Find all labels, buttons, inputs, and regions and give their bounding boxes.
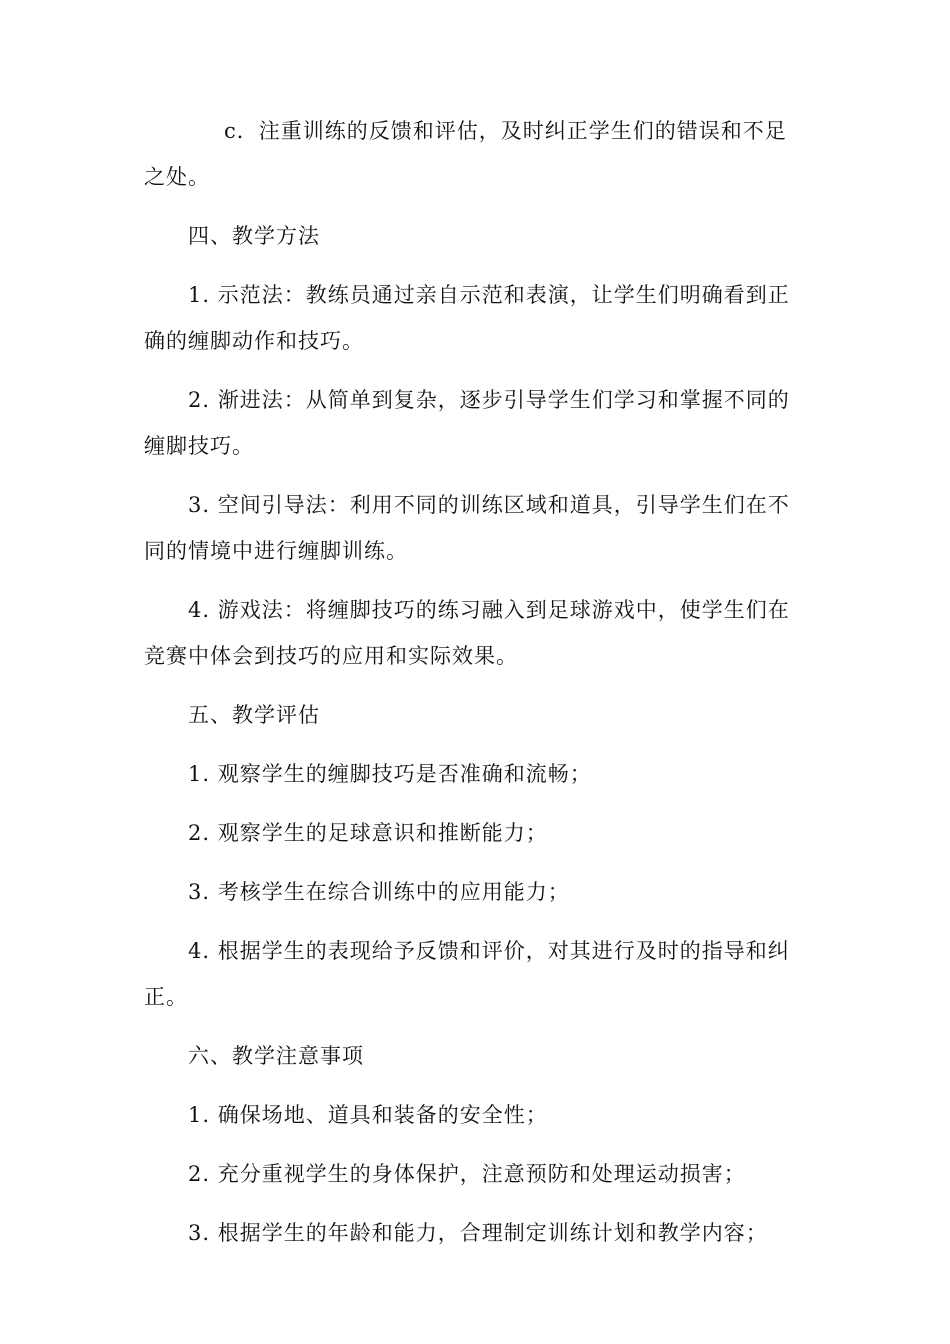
paragraph-feedback: c．注重训练的反馈和评估，及时纠正学生们的错误和不足之处。 — [144, 119, 787, 189]
paragraph-evaluation-1: 1. 观察学生的缠脚技巧是否准确和流畅； — [188, 762, 592, 786]
paragraph-spatial-guidance-method: 3. 空间引导法：利用不同的训练区域和道具，引导学生们在不同的情境中进行缠脚训练。 — [144, 493, 790, 563]
paragraph-precaution-2: 2. 充分重视学生的身体保护，注意预防和处理运动损害； — [188, 1162, 746, 1186]
paragraph-progressive-method: 2. 渐进法：从简单到复杂，逐步引导学生们学习和掌握不同的缠脚技巧。 — [144, 388, 790, 458]
section-heading-teaching-evaluation: 五、教学评估 — [188, 703, 320, 727]
paragraph-evaluation-2: 2. 观察学生的足球意识和推断能力； — [188, 821, 548, 845]
section-heading-teaching-methods: 四、教学方法 — [188, 224, 320, 248]
section-heading-precautions: 六、教学注意事项 — [188, 1044, 364, 1068]
document-body — [144, 108, 804, 1269]
paragraph-precaution-3: 3. 根据学生的年龄和能力，合理制定训练计划和教学内容； — [188, 1221, 768, 1245]
paragraph-evaluation-3: 3. 考核学生在综合训练中的应用能力； — [188, 880, 570, 904]
paragraph-demonstration-method: 1. 示范法：教练员通过亲自示范和表演，让学生们明确看到正确的缠脚动作和技巧。 — [144, 283, 790, 353]
paragraph-precaution-1: 1. 确保场地、道具和装备的安全性； — [188, 1103, 548, 1127]
paragraph-game-method: 4. 游戏法：将缠脚技巧的练习融入到足球游戏中，使学生们在竞赛中体会到技巧的应用和实际效果。 — [144, 598, 790, 668]
paragraph-evaluation-4: 4. 根据学生的表现给予反馈和评价，对其进行及时的指导和纠正。 — [144, 939, 790, 1009]
